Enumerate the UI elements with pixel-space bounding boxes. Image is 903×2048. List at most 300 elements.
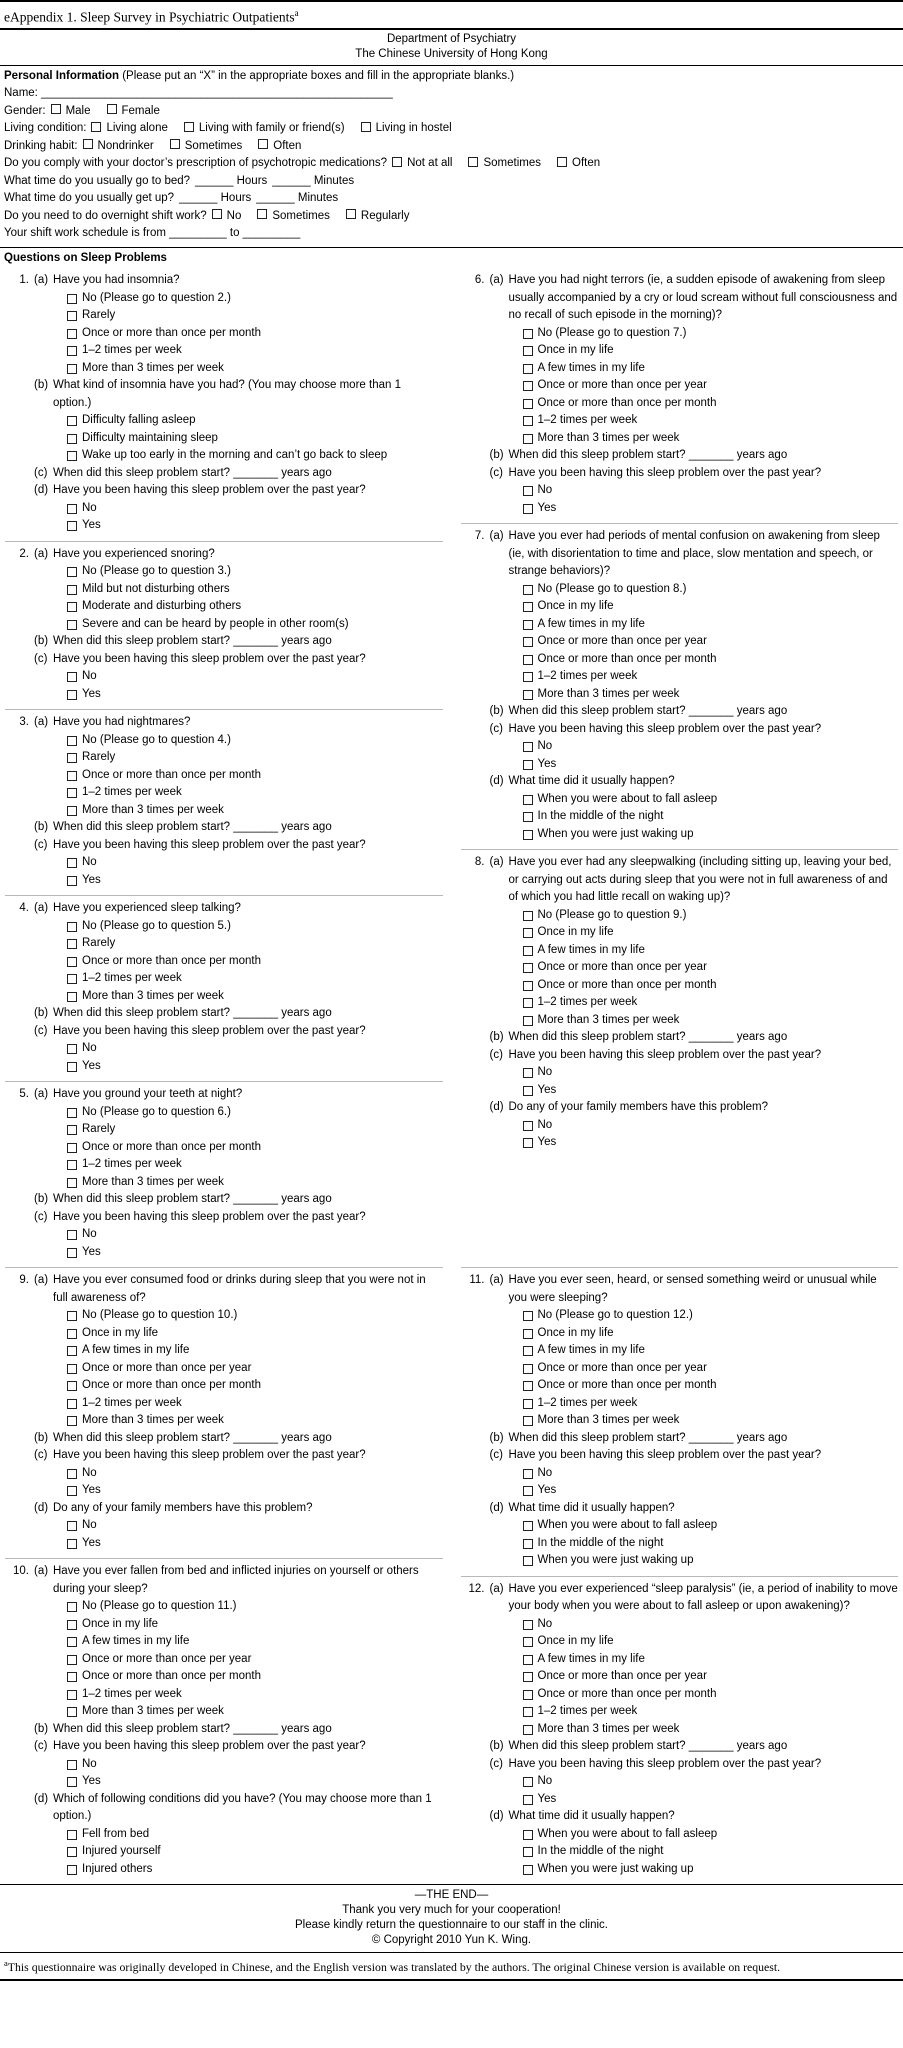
part-text: When did this sleep problem start? _______ years ago	[508, 1431, 788, 1444]
checkbox-option	[67, 1139, 443, 1157]
part-text: Have you been having this sleep problem over the past year?	[508, 1449, 822, 1461]
checkbox-icon[interactable]	[184, 122, 194, 132]
checkbox-icon[interactable]	[523, 830, 533, 840]
question-part	[490, 1447, 899, 1500]
part-letter: (b)	[34, 1007, 49, 1019]
question-part	[490, 447, 899, 465]
checkbox-option	[67, 1703, 443, 1721]
checkbox-icon[interactable]	[67, 1865, 77, 1875]
checkbox-icon[interactable]	[67, 858, 77, 868]
checkbox-icon[interactable]	[67, 939, 77, 949]
checkbox-option	[67, 935, 443, 953]
field-label: Name: _______________________________________________________	[4, 87, 393, 99]
checkbox-icon[interactable]	[67, 1062, 77, 1072]
checkbox-icon[interactable]	[67, 1539, 77, 1549]
option-label: No (Please go to question 5.)	[82, 919, 231, 932]
checkbox-icon[interactable]	[523, 1637, 533, 1647]
checkbox-option	[523, 1633, 899, 1651]
checkbox-icon[interactable]	[523, 672, 533, 682]
checkbox-icon[interactable]	[523, 329, 533, 339]
checkbox-option	[523, 412, 899, 430]
checkbox-icon[interactable]	[523, 812, 533, 822]
page-title	[0, 0, 903, 30]
checkbox-icon[interactable]	[67, 1847, 77, 1857]
part-letter: (a)	[34, 902, 49, 914]
checkbox-option	[67, 517, 443, 535]
option-label: Once in my life	[537, 1635, 614, 1647]
part-letter: (a)	[34, 1274, 49, 1286]
option-label: Yes	[82, 873, 101, 886]
checkbox-option	[67, 581, 443, 599]
question-number: 9.	[19, 1274, 29, 1286]
checkbox-option	[523, 1773, 899, 1791]
question-part	[490, 1808, 899, 1878]
checkbox-option	[523, 1395, 899, 1413]
option-label: A few times in my life	[82, 1344, 190, 1356]
checkbox-icon[interactable]	[523, 760, 533, 770]
checkbox-option	[67, 872, 443, 890]
checkbox-icon[interactable]	[67, 416, 77, 426]
checkbox-icon[interactable]	[523, 946, 533, 956]
option-label: No (Please go to question 3.)	[82, 565, 231, 577]
footnote-marker: a	[4, 1958, 8, 1968]
checkbox-icon[interactable]	[523, 1725, 533, 1735]
option-label: No	[537, 740, 553, 752]
checkbox-icon[interactable]	[67, 567, 77, 577]
checkbox-icon[interactable]	[67, 1248, 77, 1258]
checkbox-icon[interactable]	[523, 911, 533, 921]
part-letter: (b)	[34, 635, 49, 647]
checkbox-icon[interactable]	[523, 1016, 533, 1026]
option-label: No	[226, 209, 242, 222]
title-footnote-marker: a	[294, 8, 299, 18]
checkbox-icon[interactable]	[523, 1138, 533, 1148]
checkbox-icon[interactable]	[67, 1707, 77, 1717]
checkbox-option	[67, 970, 443, 988]
part-text: What time did it usually happen?	[508, 1810, 675, 1822]
personal-info-row	[4, 190, 899, 208]
part-letter: (d)	[34, 1792, 49, 1805]
option-label: No (Please go to question 12.)	[537, 1309, 693, 1321]
part-content	[509, 1738, 899, 1756]
checkbox-icon[interactable]	[523, 364, 533, 374]
checkbox-icon[interactable]	[67, 690, 77, 700]
copyright-line: © Copyright 2010 Yun K. Wing.	[371, 1934, 532, 1946]
checkbox-icon[interactable]	[67, 736, 77, 746]
question-part	[34, 1005, 443, 1023]
checkbox-option	[107, 105, 160, 117]
checkbox-icon[interactable]	[523, 1469, 533, 1479]
checkbox-icon[interactable]	[523, 981, 533, 991]
checkbox-option	[523, 377, 899, 395]
checkbox-icon[interactable]	[67, 1044, 77, 1054]
part-letter: (c)	[34, 838, 48, 851]
part-text: Do any of your family members have this problem?	[508, 1101, 768, 1113]
checkbox-icon[interactable]	[523, 620, 533, 630]
checkbox-option	[67, 598, 443, 616]
checkbox-option	[51, 105, 91, 117]
part-content	[509, 1430, 899, 1448]
checkbox-icon[interactable]	[212, 209, 222, 219]
checkbox-icon[interactable]	[67, 451, 77, 461]
questions-column-left	[5, 268, 452, 1267]
checkbox-icon[interactable]	[67, 294, 77, 304]
checkbox-option	[468, 157, 541, 169]
checkbox-icon[interactable]	[361, 122, 371, 132]
part-text: Have you been having this sleep problem over the past year?	[53, 838, 366, 851]
checkbox-option	[67, 307, 443, 325]
question	[5, 268, 443, 541]
option-list	[67, 1226, 443, 1261]
checkbox-icon[interactable]	[523, 602, 533, 612]
checkbox-icon[interactable]	[523, 504, 533, 514]
question-part	[34, 819, 443, 837]
option-label: No	[82, 1519, 97, 1531]
checkbox-icon[interactable]	[523, 742, 533, 752]
option-label: Sometimes	[483, 157, 542, 169]
part-letter: (d)	[489, 1101, 504, 1113]
checkbox-icon[interactable]	[67, 876, 77, 886]
checkbox-icon[interactable]	[468, 157, 478, 167]
checkbox-icon[interactable]	[67, 434, 77, 444]
checkbox-option	[67, 1535, 443, 1553]
checkbox-icon[interactable]	[170, 139, 180, 149]
checkbox-option	[523, 1307, 899, 1325]
checkbox-icon[interactable]	[523, 1486, 533, 1496]
checkbox-icon[interactable]	[67, 1777, 77, 1787]
part-content	[509, 1500, 899, 1570]
checkbox-icon[interactable]	[523, 1556, 533, 1566]
question-part	[34, 272, 443, 377]
checkbox-icon[interactable]	[523, 486, 533, 496]
checkbox-icon[interactable]	[258, 139, 268, 149]
checkbox-option	[67, 1412, 443, 1430]
option-label: More than 3 times per week	[82, 1705, 224, 1717]
questions-column-left	[5, 1267, 452, 1884]
checkbox-option	[523, 581, 899, 599]
part-text: Have you experienced snoring?	[53, 547, 215, 560]
checkbox-icon[interactable]	[67, 602, 77, 612]
question-body	[34, 900, 443, 1075]
checkbox-icon[interactable]	[67, 1108, 77, 1118]
checkbox-icon[interactable]	[523, 1364, 533, 1374]
checkbox-icon[interactable]	[523, 1381, 533, 1391]
checkbox-icon[interactable]	[523, 795, 533, 805]
part-text: What time did it usually happen?	[508, 775, 675, 787]
checkbox-icon[interactable]	[67, 1381, 77, 1391]
checkbox-icon[interactable]	[67, 922, 77, 932]
checkbox-option	[523, 633, 899, 651]
option-label: More than 3 times per week	[537, 1013, 680, 1026]
option-label: No	[537, 1617, 553, 1630]
checkbox-icon[interactable]	[67, 1655, 77, 1665]
checkbox-icon[interactable]	[83, 139, 93, 149]
checkbox-icon[interactable]	[523, 1346, 533, 1356]
part-content	[509, 1272, 899, 1430]
checkbox-icon[interactable]	[67, 788, 77, 798]
checkbox-option	[67, 1307, 443, 1325]
option-list	[67, 1517, 443, 1552]
checkbox-icon[interactable]	[67, 329, 77, 339]
checkbox-icon[interactable]	[523, 1672, 533, 1682]
checkbox-icon[interactable]	[67, 1830, 77, 1840]
checkbox-option	[523, 1535, 899, 1553]
checkbox-icon[interactable]	[523, 1539, 533, 1549]
question-body	[34, 1563, 443, 1878]
option-label: More than 3 times per week	[537, 431, 680, 444]
checkbox-icon[interactable]	[67, 364, 77, 374]
option-list	[523, 482, 899, 517]
part-letter: (a)	[489, 856, 504, 868]
option-label: Rarely	[82, 1123, 116, 1135]
checkbox-option	[67, 1040, 443, 1058]
checkbox-icon[interactable]	[523, 434, 533, 444]
checkbox-icon[interactable]	[67, 311, 77, 321]
checkbox-icon[interactable]	[523, 998, 533, 1008]
checkbox-icon[interactable]	[67, 346, 77, 356]
checkbox-option	[523, 826, 899, 844]
questions-columns-row-2	[0, 1267, 903, 1884]
option-label: Mild but not disturbing others	[82, 582, 230, 595]
checkbox-option	[523, 1465, 899, 1483]
checkbox-option	[523, 1325, 899, 1343]
checkbox-option	[523, 1082, 899, 1100]
checkbox-icon[interactable]	[523, 1795, 533, 1805]
checkbox-icon[interactable]	[523, 928, 533, 938]
checkbox-icon[interactable]	[67, 1178, 77, 1188]
checkbox-icon[interactable]	[523, 346, 533, 356]
checkbox-icon[interactable]	[523, 1655, 533, 1665]
part-text: Have you ever had periods of mental confusion on awakening from sleep (ie, with disorientation to time and place, slow mentation and speech, or strange behaviors)?	[508, 530, 880, 577]
question	[461, 1267, 899, 1576]
checkbox-icon[interactable]	[67, 504, 77, 514]
checkbox-option	[67, 1756, 443, 1774]
part-content	[509, 447, 899, 465]
checkbox-option	[67, 732, 443, 750]
option-label: In the middle of the night	[537, 810, 664, 822]
option-label: More than 3 times per week	[82, 1175, 224, 1188]
part-text: Do any of your family members have this problem?	[53, 1501, 313, 1514]
field-label: ______ Hours	[195, 174, 268, 187]
checkbox-icon[interactable]	[67, 771, 77, 781]
question-part	[34, 1191, 443, 1209]
checkbox-icon[interactable]	[67, 1160, 77, 1170]
checkbox-icon[interactable]	[67, 1399, 77, 1409]
part-text: When did this sleep problem start? _______ years ago	[508, 449, 788, 461]
checkbox-icon[interactable]	[67, 1329, 77, 1339]
checkbox-icon[interactable]	[67, 672, 77, 682]
checkbox-icon[interactable]	[67, 521, 77, 531]
question-part	[34, 1721, 443, 1739]
option-label: No (Please go to question 11.)	[82, 1600, 237, 1612]
option-list	[523, 1616, 899, 1739]
part-letter: (b)	[34, 379, 49, 391]
option-label: Once or more than once per month	[537, 652, 717, 665]
checkbox-option	[523, 791, 899, 809]
personal-info-row	[4, 225, 899, 243]
option-label: 1–2 times per week	[82, 786, 182, 798]
checkbox-option	[523, 1012, 899, 1030]
checkbox-icon[interactable]	[523, 1777, 533, 1787]
checkbox-icon[interactable]	[523, 1690, 533, 1700]
option-label: More than 3 times per week	[82, 361, 224, 374]
checkbox-icon[interactable]	[523, 1086, 533, 1096]
question-part	[490, 773, 899, 843]
checkbox-icon[interactable]	[523, 1311, 533, 1321]
part-content	[53, 1721, 443, 1739]
question-part	[490, 1029, 899, 1047]
question-part	[34, 714, 443, 819]
option-label: When you were just waking up	[537, 1862, 694, 1875]
checkbox-icon[interactable]	[523, 1121, 533, 1131]
option-label: 1–2 times per week	[537, 1396, 638, 1409]
checkbox-icon[interactable]	[51, 104, 61, 114]
question-part	[34, 1500, 443, 1553]
question-part	[490, 1756, 899, 1809]
checkbox-icon[interactable]	[523, 1830, 533, 1840]
option-label: Female	[121, 104, 160, 117]
option-label: When you were just waking up	[537, 1554, 694, 1566]
option-label: Living with family or friend(s)	[198, 122, 345, 134]
checkbox-option	[67, 1360, 443, 1378]
questions-heading: Questions on Sleep Problems	[4, 251, 167, 264]
part-content	[509, 1581, 899, 1739]
checkbox-icon[interactable]	[67, 1620, 77, 1630]
checkbox-icon[interactable]	[67, 1364, 77, 1374]
department-header	[0, 30, 903, 66]
checkbox-icon[interactable]	[523, 1068, 533, 1078]
option-label: When you were just waking up	[537, 827, 694, 840]
checkbox-icon[interactable]	[67, 1469, 77, 1479]
part-text: When did this sleep problem start? _______ years ago	[508, 1031, 788, 1043]
checkbox-icon[interactable]	[91, 122, 101, 132]
option-label: 1–2 times per week	[537, 996, 638, 1008]
checkbox-icon[interactable]	[67, 1521, 77, 1531]
question-part	[34, 1086, 443, 1191]
part-letter: (c)	[489, 1048, 503, 1061]
footnote-text: This questionnaire was originally developed in Chinese, and the English version was translated by the authors. The original Chinese version is available on request.	[7, 1959, 781, 1974]
department-line: Department of Psychiatry	[386, 32, 517, 45]
checkbox-icon[interactable]	[346, 209, 356, 219]
checkbox-icon[interactable]	[67, 1346, 77, 1356]
option-label: Yes	[537, 757, 557, 770]
checkbox-icon[interactable]	[523, 1847, 533, 1857]
checkbox-icon[interactable]	[523, 1865, 533, 1875]
part-content	[53, 1563, 443, 1721]
questions-column-right	[452, 268, 899, 1267]
option-label: Sometimes	[272, 209, 330, 222]
option-label: 1–2 times per week	[82, 1687, 182, 1700]
option-label: Yes	[537, 501, 557, 514]
option-label: 1–2 times per week	[82, 344, 182, 356]
checkbox-icon[interactable]	[257, 209, 267, 219]
checkbox-icon[interactable]	[523, 1707, 533, 1717]
checkbox-icon[interactable]	[523, 381, 533, 391]
checkbox-option	[523, 1721, 899, 1739]
question-part	[490, 465, 899, 518]
checkbox-icon[interactable]	[67, 1230, 77, 1240]
checkbox-icon[interactable]	[523, 1620, 533, 1630]
checkbox-option	[523, 1791, 899, 1809]
checkbox-icon[interactable]	[67, 1143, 77, 1153]
checkbox-icon[interactable]	[67, 806, 77, 816]
part-letter: (a)	[34, 1565, 49, 1577]
part-text: When did this sleep problem start? _______ years ago	[53, 466, 332, 479]
checkbox-icon[interactable]	[67, 1486, 77, 1496]
checkbox-icon[interactable]	[67, 1311, 77, 1321]
part-text: When did this sleep problem start? _______ years ago	[53, 1007, 332, 1019]
checkbox-icon[interactable]	[67, 753, 77, 763]
checkbox-icon[interactable]	[67, 1602, 77, 1612]
option-label: No (Please go to question 4.)	[82, 733, 231, 746]
checkbox-icon[interactable]	[557, 157, 567, 167]
checkbox-icon[interactable]	[523, 416, 533, 426]
option-label: Yes	[537, 1136, 557, 1148]
option-label: More than 3 times per week	[537, 1722, 680, 1735]
checkbox-icon[interactable]	[67, 1760, 77, 1770]
checkbox-icon[interactable]	[523, 399, 533, 409]
option-list	[67, 1307, 443, 1430]
part-text: Have you ever experienced “sleep paralysis” (ie, a period of inability to move your body when you were about to fall asleep or upon awakening)?	[508, 1582, 898, 1612]
checkbox-icon[interactable]	[107, 104, 117, 114]
checkbox-icon[interactable]	[523, 1329, 533, 1339]
checkbox-option	[523, 668, 899, 686]
question-body	[34, 714, 443, 889]
part-content	[53, 1005, 443, 1023]
checkbox-icon[interactable]	[67, 585, 77, 595]
checkbox-option	[67, 1686, 443, 1704]
checkbox-icon[interactable]	[523, 1399, 533, 1409]
part-content	[509, 1029, 899, 1047]
question-body	[490, 528, 899, 843]
footnote-section	[0, 1952, 903, 1981]
checkbox-option	[523, 325, 899, 343]
checkbox-icon[interactable]	[67, 974, 77, 984]
checkbox-option	[523, 994, 899, 1012]
checkbox-icon[interactable]	[67, 1125, 77, 1135]
checkbox-option	[523, 651, 899, 669]
checkbox-icon[interactable]	[523, 690, 533, 700]
checkbox-icon[interactable]	[523, 585, 533, 595]
checkbox-icon[interactable]	[392, 157, 402, 167]
checkbox-option	[523, 342, 899, 360]
question	[461, 1576, 899, 1885]
checkbox-icon[interactable]	[67, 992, 77, 1002]
checkbox-icon[interactable]	[67, 1637, 77, 1647]
part-content	[53, 465, 443, 483]
checkbox-icon[interactable]	[523, 963, 533, 973]
part-letter: (c)	[489, 466, 503, 479]
questions-column-right	[452, 1267, 899, 1884]
part-content	[53, 1447, 443, 1500]
checkbox-icon[interactable]	[67, 1416, 77, 1426]
checkbox-icon[interactable]	[67, 620, 77, 630]
checkbox-icon[interactable]	[523, 1416, 533, 1426]
option-label: When you were about to fall asleep	[537, 1827, 718, 1840]
checkbox-icon[interactable]	[523, 637, 533, 647]
checkbox-icon[interactable]	[523, 655, 533, 665]
option-label: No	[537, 484, 553, 496]
checkbox-option	[67, 1174, 443, 1192]
part-letter: (c)	[34, 652, 48, 665]
part-content	[53, 1191, 443, 1209]
checkbox-icon[interactable]	[67, 957, 77, 967]
question-part	[490, 1430, 899, 1448]
checkbox-option	[523, 1360, 899, 1378]
checkbox-icon[interactable]	[67, 1672, 77, 1682]
checkbox-icon[interactable]	[523, 1521, 533, 1531]
checkbox-icon[interactable]	[67, 1690, 77, 1700]
